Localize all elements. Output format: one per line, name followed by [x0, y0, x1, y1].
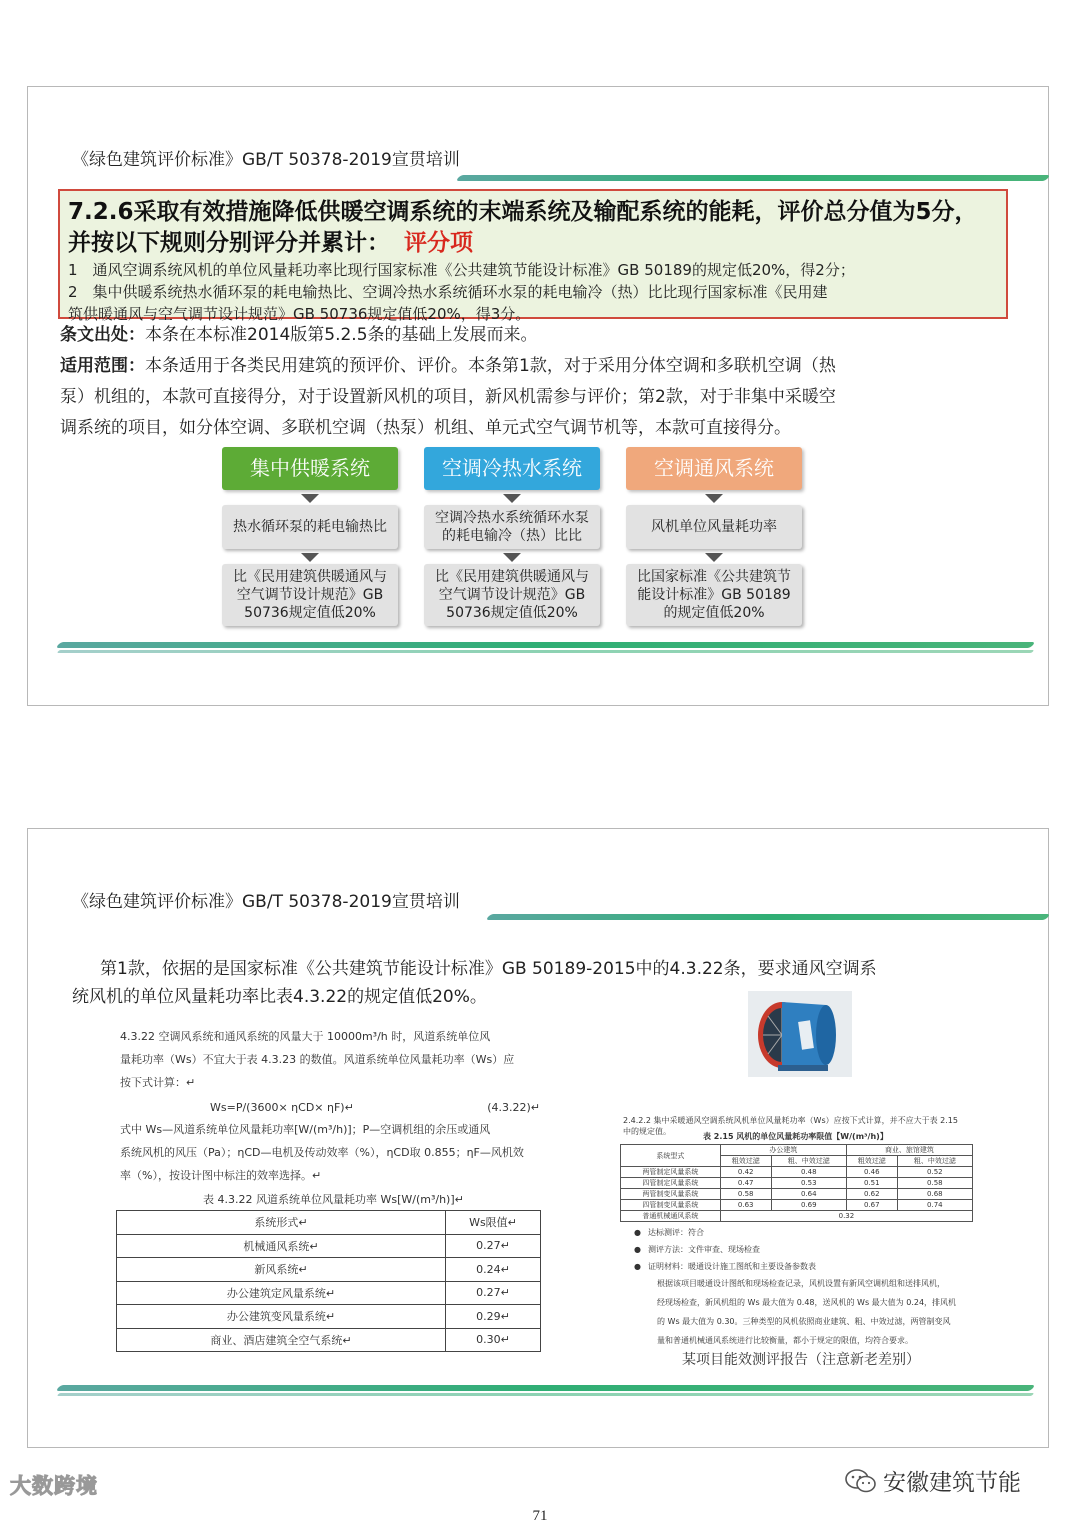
- formula: [120, 1101, 540, 1114]
- table-header-row: [117, 1211, 541, 1235]
- table-cell: 商业、酒店建筑全空气系统↵: [117, 1328, 446, 1352]
- column-central-heating: [222, 447, 398, 626]
- column-header: 空调冷热水系统: [424, 447, 600, 490]
- table-cell: 新风系统↵: [117, 1258, 446, 1282]
- table-row: [621, 1189, 973, 1200]
- source-label: 条文出处：: [60, 325, 145, 345]
- footer-stripe: [55, 1385, 1035, 1391]
- scoring-tag: 评分项: [404, 230, 473, 256]
- table-cell: 0.53: [771, 1178, 846, 1189]
- table-cell: 两管制变风量系统: [621, 1189, 721, 1200]
- right-note-line-1: 2.4.2.2 集中采暖通风空调系统风机单位风量耗功率（Ws）应按下式计算，并不应大于表 2.15: [623, 1116, 958, 1125]
- bullet-icon: ●: [634, 1228, 641, 1237]
- table-cell: 0.58: [720, 1189, 771, 1200]
- header-cell: 粗效过滤: [720, 1156, 771, 1167]
- bullet-item: [634, 1224, 984, 1241]
- intro-line-1: 第1款，依据的是国家标准《公共建筑节能设计标准》GB 50189-2015中的4.3.22条，要求通风空调系: [100, 959, 877, 979]
- clause-heading-line2: 并按以下规则分别评分并累计：: [68, 230, 390, 256]
- table-row: [117, 1234, 541, 1258]
- report-table: [620, 1144, 973, 1222]
- slide-clause-7-2-6: [27, 86, 1049, 706]
- requirement-box: 比《民用建筑供暖通风与空气调节设计规范》GB 50736规定值低20%: [424, 564, 600, 626]
- table-cell: 四管制变风量系统: [621, 1200, 721, 1211]
- intro-paragraph: [72, 955, 1002, 1011]
- header-cell: 粗、中效过滤: [771, 1156, 846, 1167]
- std-line-3: 按下式计算：↵: [120, 1076, 196, 1089]
- scope-line-1: 本条适用于各类民用建筑的预评价、评价。本条第1款，对于采用分体空调和多联机空调（热: [145, 356, 836, 376]
- metric-box: 风机单位风量耗功率: [626, 505, 802, 549]
- scope-paragraph: [60, 351, 1005, 444]
- evidence-line: 量和普通机械通风系统进行比较衡量，都小于规定的限值，均符合要求。: [657, 1336, 913, 1345]
- clause-item-2-line2: 筑供暖通风与空气调节设计规范》GB 50736规定值低20%，得3分。: [68, 305, 531, 323]
- evidence-line: 的 Ws 最大值为 0.30。三种类型的风机依照商业建筑、粗、中效过滤，两管制变风: [657, 1317, 951, 1326]
- wechat-icon: [845, 1468, 877, 1494]
- table-cell: 0.42: [720, 1167, 771, 1178]
- table-row: [621, 1167, 973, 1178]
- header-cell: 系统形式↵: [117, 1211, 446, 1235]
- footer-stripe-thin: [57, 650, 1035, 653]
- header-cell: 商业、旅馆建筑: [846, 1145, 972, 1156]
- header-cell: Ws限值↵: [446, 1211, 541, 1235]
- table-cell: 办公建筑定风量系统↵: [117, 1281, 446, 1305]
- table-cell: 0.63: [720, 1200, 771, 1211]
- table-caption: 表 4.3.22 风道系统单位风量耗功率 Ws[W/(m³/h)]↵: [203, 1193, 464, 1206]
- scope-line-2: 泵）机组的，本款可直接得分，对于设置新风机的项目，新风机需参与评价；第2款，对于非集中采暖空: [60, 387, 836, 407]
- table-cell: 0.30↵: [446, 1328, 541, 1352]
- scope-line-3: 调系统的项目，如分体空调、多联机空调（热泵）机组、单元式空气调节机等，本款可直接得分。: [60, 418, 791, 438]
- bullet-text: 测评方法：文件审查、现场检查: [648, 1245, 760, 1254]
- table-cell: 0.74: [897, 1200, 972, 1211]
- def-line-2: 系统风机的风压（Pa）；ηCD—电机及传动效率（%），ηCD取 0.855；ηF—风机效: [120, 1146, 524, 1159]
- header-stripe: [455, 175, 1050, 181]
- column-chilled-water: [424, 447, 600, 626]
- requirement-box: 比《民用建筑供暖通风与空气调节设计规范》GB 50736规定值低20%: [222, 564, 398, 626]
- evidence-line: 经现场检查，新风机组的 Ws 最大值为 0.48，送风机的 Ws 最大值为 0.24，排风机: [657, 1298, 957, 1307]
- course-title: 《绿色建筑评价标准》GB/T 50378-2019宣贯培训: [72, 150, 460, 170]
- formula-expression: Ws=P/(3600× ηCD× ηF)↵: [210, 1101, 354, 1114]
- column-header: 集中供暖系统: [222, 447, 398, 490]
- table-cell: 0.48: [771, 1167, 846, 1178]
- bullet-item: [634, 1258, 984, 1275]
- evidence-paragraph: [657, 1274, 982, 1350]
- arrow-down-icon: [503, 494, 521, 503]
- source-paragraph: [60, 320, 1005, 351]
- table-row: [117, 1328, 541, 1352]
- header-cell: 粗效过滤: [846, 1156, 897, 1167]
- table-row: [117, 1281, 541, 1305]
- clause-box: [58, 189, 1008, 323]
- column-header: 空调通风系统: [626, 447, 802, 490]
- clause-heading-line1: 7.2.6采取有效措施降低供暖空调系统的末端系统及输配系统的能耗，评价总分值为5分，: [68, 199, 978, 225]
- def-line-1: 式中 Ws—风道系统单位风量耗功率[W/(m³/h)]；P—空调机组的余压或通风: [120, 1123, 491, 1136]
- footer-stripe: [55, 642, 1035, 648]
- table-cell: 0.27↵: [446, 1234, 541, 1258]
- report-caption: 某项目能效测评报告（注意新老差别）: [682, 1352, 920, 1368]
- standard-text: [120, 1025, 550, 1094]
- table-cell: 0.58: [897, 1178, 972, 1189]
- table-row: [621, 1200, 973, 1211]
- arrow-down-icon: [301, 494, 319, 503]
- standard-table: [116, 1210, 541, 1352]
- metric-box: 空调冷热水系统循环水泵的耗电输冷（热）比比: [424, 505, 600, 549]
- watermark-left: 大数跨境: [10, 1474, 98, 1498]
- slide-fan-power: [27, 828, 1049, 1448]
- arrow-down-icon: [301, 553, 319, 562]
- watermark-right: [845, 1464, 1021, 1497]
- table-cell: 机械通风系统↵: [117, 1234, 446, 1258]
- clause-heading-2: [68, 228, 998, 259]
- source-text: 本条在本标准2014版第5.2.5条的基础上发展而来。: [145, 325, 538, 345]
- right-note-line-2: 中的规定值。: [623, 1127, 671, 1136]
- std-line-1: 4.3.22 空调风系统和通风系统的风量大于 10000m³/h 时，风道系统单位风: [120, 1030, 491, 1043]
- clause-heading: [68, 197, 998, 228]
- bullet-item: [634, 1241, 984, 1258]
- right-table-caption: 表 2.15 风机的单位风量耗功率限值【W/(m³/h)】: [703, 1132, 888, 1141]
- bullet-icon: ●: [634, 1262, 641, 1271]
- table-row: [117, 1258, 541, 1282]
- table-cell: 0.24↵: [446, 1258, 541, 1282]
- course-title: 《绿色建筑评价标准》GB/T 50378-2019宣贯培训: [72, 892, 460, 912]
- arrow-down-icon: [503, 553, 521, 562]
- header-stripe: [485, 914, 1050, 920]
- metric-box: 热水循环泵的耗电输热比: [222, 505, 398, 549]
- clause-item-2-line1: 2 集中供暖系统热水循环泵的耗电输热比、空调冷热水系统循环水泵的耗电输冷（热）比比现行国家标准《民用建: [68, 283, 828, 301]
- table-cell: 0.46: [846, 1167, 897, 1178]
- requirement-box: 比国家标准《公共建筑节能设计标准》GB 50189的规定值低20%: [626, 564, 802, 626]
- page-number: 71: [532, 1508, 548, 1524]
- bullet-icon: ●: [634, 1245, 641, 1254]
- watermark-right-text: 安徽建筑节能: [883, 1470, 1021, 1496]
- axial-fan-photo: [748, 991, 852, 1077]
- clause-item-1: 1 通风空调系统风机的单位风量耗功率比现行国家标准《公共建筑节能设计标准》GB 50189的规定低20%，得2分；: [68, 261, 855, 279]
- bullet-text: 达标测评：符合: [648, 1228, 704, 1237]
- table-cell: 两管制定风量系统: [621, 1167, 721, 1178]
- table-cell: 0.29↵: [446, 1305, 541, 1329]
- table-header-row: [621, 1145, 973, 1156]
- def-line-3: 率（%），按设计图中标注的效率选择。↵: [120, 1169, 322, 1182]
- evaluation-bullets: [634, 1224, 984, 1275]
- std-line-2: 量耗功率（Ws）不宜大于表 4.3.23 的数值。风道系统单位风量耗功率（Ws）应: [120, 1053, 515, 1066]
- table-cell: 0.67: [846, 1200, 897, 1211]
- table-cell: 0.69: [771, 1200, 846, 1211]
- table-cell: 0.52: [897, 1167, 972, 1178]
- footer-stripe-thin: [57, 1393, 1035, 1396]
- formula-number: (4.3.22)↵: [487, 1101, 540, 1114]
- header-cell: 系统型式: [621, 1145, 721, 1167]
- table-cell: 0.62: [846, 1189, 897, 1200]
- table-cell: 0.47: [720, 1178, 771, 1189]
- table-cell: 0.27↵: [446, 1281, 541, 1305]
- table-cell: 0.68: [897, 1189, 972, 1200]
- table-row: [621, 1178, 973, 1189]
- table-row: [117, 1305, 541, 1329]
- header-cell: 办公建筑: [720, 1145, 846, 1156]
- table-row: [621, 1211, 973, 1222]
- table-cell: 0.32: [720, 1211, 972, 1222]
- table-cell: 办公建筑变风量系统↵: [117, 1305, 446, 1329]
- table-cell: 普通机械通风系统: [621, 1211, 721, 1222]
- arrow-down-icon: [705, 494, 723, 503]
- bullet-text: 证明材料：暖通设计施工图纸和主要设备参数表: [648, 1262, 816, 1271]
- evidence-line: 根据该项目暖通设计图纸和现场检查记录，风机设置有新风空调机组和送排风机，: [657, 1279, 945, 1288]
- scope-label: 适用范围：: [60, 356, 145, 376]
- header-cell: 粗、中效过滤: [897, 1156, 972, 1167]
- table-cell: 四管制定风量系统: [621, 1178, 721, 1189]
- definitions: [120, 1118, 550, 1187]
- intro-line-2: 统风机的单位风量耗功率比表4.3.22的规定值低20%。: [72, 987, 487, 1007]
- column-ventilation: [626, 447, 802, 626]
- arrow-down-icon: [705, 553, 723, 562]
- table-cell: 0.51: [846, 1178, 897, 1189]
- table-cell: 0.64: [771, 1189, 846, 1200]
